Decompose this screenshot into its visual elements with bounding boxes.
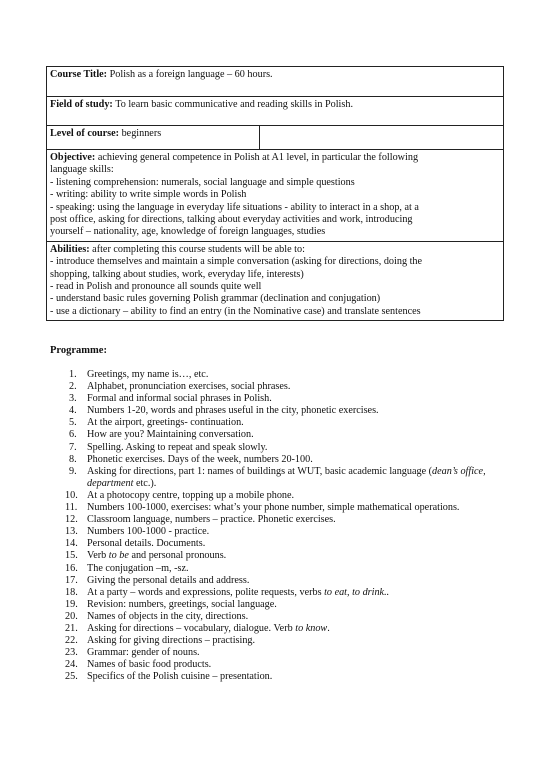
programme-item: [50, 526, 510, 538]
objective-line: - listening comprehension: numerals, social language and simple questions: [50, 176, 355, 188]
programme-item-text: Numbers 100-1000, exercises: what’s your phone number, simple mathematical operations.: [87, 502, 460, 514]
programme-item-number: 19.: [65, 598, 78, 610]
programme-item: [50, 466, 510, 490]
programme-item-number: 3.: [69, 393, 77, 405]
programme-item-number: 5.: [69, 417, 77, 429]
programme-item-emphasis: to eat, to drink..: [324, 586, 390, 598]
abilities-line: - use a dictionary – ability to find an entry (in the Nominative case) and translate sentences: [50, 305, 421, 317]
programme-item: [50, 429, 510, 441]
programme-item-number: 4.: [69, 405, 77, 417]
programme-item-number: 7.: [69, 441, 77, 453]
abilities-line: - introduce themselves and maintain a simple conversation (asking for directions, doing the: [50, 256, 423, 268]
programme-item-text: Asking for directions – vocabulary, dialogue. Verb: [87, 622, 296, 634]
objective-row: [47, 150, 504, 242]
programme-item-text: At the airport, greetings- continuation.: [87, 417, 244, 429]
programme-item-number: 16.: [65, 562, 78, 574]
course-title-label: Course Title:: [50, 69, 108, 80]
programme-item-text: Numbers 1-20, words and phrases useful in the city, phonetic exercises.: [87, 405, 379, 417]
field-of-study-cell: [47, 97, 504, 126]
level-label: Level of course:: [50, 128, 120, 139]
programme-item-emphasis: dean’s office, department: [87, 465, 486, 489]
abilities-first-line: [50, 244, 500, 256]
level-cell: [47, 126, 260, 150]
objective-line: post office, asking for directions, talking about everyday activities and work, introducing: [50, 214, 413, 226]
programme-item-number: 18.: [65, 586, 78, 598]
objective-line: - writing: ability to write simple words in Polish: [50, 189, 247, 201]
abilities-row: [47, 241, 504, 320]
programme-item: [50, 369, 510, 381]
programme-item-number: 15.: [65, 550, 78, 562]
course-title-value: Polish as a foreign language – 60 hours.: [109, 69, 273, 80]
programme-item-text: Classroom language, numbers – practice. Phonetic exercises.: [87, 514, 336, 526]
programme-item-text: The conjugation –m, -sz.: [87, 562, 189, 574]
programme-item-number: 6.: [69, 429, 77, 441]
programme-item-number: 24.: [65, 659, 78, 671]
programme-item-number: 12.: [65, 514, 78, 526]
programme-item-text: At a party – words and expressions, polite requests, verbs: [87, 586, 325, 598]
programme-item-text: Asking for giving directions – practising.: [87, 635, 256, 647]
programme-item: [50, 502, 510, 514]
abilities-line: - read in Polish and pronounce all sounds quite well: [50, 281, 262, 293]
programme-list: [50, 369, 510, 683]
objective-first-line: [50, 152, 500, 164]
course-table: [46, 66, 504, 321]
field-of-study-label: Field of study:: [50, 99, 113, 110]
programme-item: [50, 671, 510, 683]
programme-item-text: Phonetic exercises. Days of the week, numbers 20-100.: [87, 453, 313, 465]
programme-item: [50, 659, 510, 671]
programme-item-number: 10.: [65, 489, 78, 501]
level-value: beginners: [121, 128, 162, 139]
programme-item-number: 11.: [65, 502, 78, 514]
abilities-label: Abilities:: [50, 243, 90, 255]
course-title-row: [47, 67, 504, 97]
programme-item: [50, 563, 510, 575]
programme-item-text: Formal and informal social phrases in Polish.: [87, 393, 272, 405]
programme-item-text: Numbers 100-1000 - practice.: [87, 526, 210, 538]
programme-item-text: Giving the personal details and address.: [87, 574, 250, 586]
programme-item: [50, 623, 510, 635]
objective-first-text: achieving general competence in Polish at A1 level, in particular the following: [97, 152, 419, 163]
abilities-line: - understand basic rules governing Polish grammar (declination and conjugation): [50, 293, 381, 305]
programme-item: [50, 635, 510, 647]
programme-item-text: Greetings, my name is…, etc.: [87, 369, 209, 380]
course-title-cell: [47, 67, 504, 97]
programme-item-text: Alphabet, pronunciation exercises, social phrases.: [87, 381, 291, 393]
programme-item: [50, 538, 510, 550]
objective-line: language skills:: [50, 164, 114, 176]
programme-item-text: Names of objects in the city, directions.: [87, 610, 249, 622]
programme-item: [50, 514, 510, 526]
programme-item-emphasis: to be: [108, 550, 129, 562]
programme-item-text: Asking for directions, part 1: names of buildings at WUT, basic academic language (: [87, 465, 433, 477]
abilities-line: shopping, talking about studies, work, everyday life, interests): [50, 268, 304, 280]
programme-item: [50, 490, 510, 502]
programme-item-number: 2.: [69, 381, 77, 393]
programme-item-number: 21.: [65, 622, 78, 634]
abilities-first-text: after completing this course students will be able to:: [92, 243, 305, 255]
programme-item-number: 13.: [65, 526, 78, 538]
objective-label: Objective:: [50, 152, 96, 163]
programme-item-number: 8.: [69, 453, 77, 465]
programme-item-text: Verb: [87, 550, 109, 562]
programme-item-text-after: and personal pronouns.: [128, 550, 227, 562]
programme-item: [50, 417, 510, 429]
objective-line: - speaking: using the language in everyday life situations - ability to interact in a shop, at a: [50, 201, 419, 213]
programme-item: [50, 550, 510, 562]
programme-item-text: At a photocopy centre, topping up a mobile phone.: [87, 489, 295, 501]
objective-cell: [47, 150, 504, 242]
level-row: [47, 126, 504, 150]
field-of-study-row: [47, 97, 504, 126]
programme-item-number: 9.: [69, 465, 77, 477]
programme-item: [50, 647, 510, 659]
programme-item: [50, 611, 510, 623]
programme-item-text: How are you? Maintaining conversation.: [87, 429, 254, 441]
programme-item: [50, 442, 510, 454]
programme-heading: Programme:: [50, 345, 107, 356]
programme-item-text-after: .: [327, 622, 330, 634]
programme-item-number: 14.: [65, 538, 78, 550]
programme-item: [50, 454, 510, 466]
programme-item-text: Revision: numbers, greetings, social language.: [87, 598, 277, 610]
programme-item: [50, 599, 510, 611]
programme-item-number: 20.: [65, 610, 78, 622]
programme-item-text-after: etc.).: [133, 477, 157, 489]
abilities-cell: [47, 241, 504, 320]
programme-item-number: 25.: [65, 671, 78, 683]
programme-item: [50, 381, 510, 393]
programme-item: [50, 575, 510, 587]
programme-item-number: 17.: [65, 574, 78, 586]
programme-item-text: Spelling. Asking to repeat and speak slowly.: [87, 441, 268, 453]
field-of-study-value: To learn basic communicative and reading skills in Polish.: [115, 99, 353, 110]
programme-item-text: Names of basic food products.: [87, 659, 212, 671]
programme-item-text: Grammar: gender of nouns.: [87, 647, 200, 659]
programme-item-number: 1.: [69, 369, 77, 380]
objective-line: yourself – nationality, age, knowledge of foreign languages, studies: [50, 226, 326, 238]
programme-item-text: Specifics of the Polish cuisine – presentation.: [87, 671, 273, 683]
programme-item-number: 22.: [65, 635, 78, 647]
programme-item: [50, 405, 510, 417]
programme-item-text: Personal details. Documents.: [87, 538, 206, 550]
programme-item-number: 23.: [65, 647, 78, 659]
programme-item-emphasis: to know: [295, 622, 328, 634]
programme-item: [50, 587, 510, 599]
level-empty-cell: [260, 126, 504, 150]
programme-item: [50, 393, 510, 405]
